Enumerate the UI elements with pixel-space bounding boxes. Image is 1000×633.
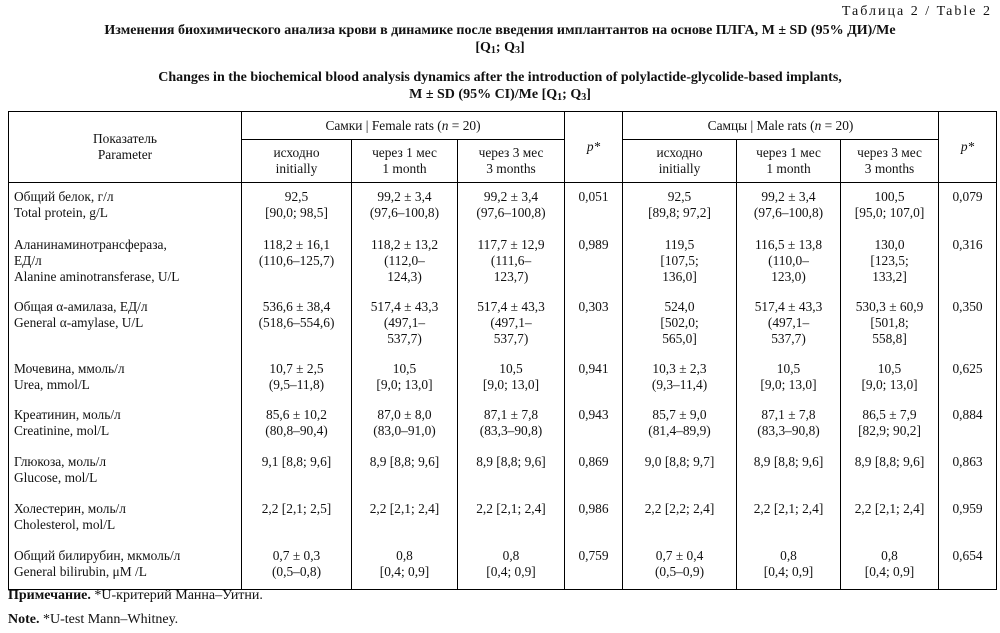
title-russian-line1: Изменения биохимического анализа крови в динамике после введения имплантантов на основе ПЛГА, M ± SD (95% ДИ)/Me [104, 23, 896, 38]
parameter-cell: Общий белок, г/л Total protein, g/L [9, 183, 242, 236]
female-p-value: 0,989 [565, 235, 623, 297]
female-value-cell: 8,9 [8,8; 9,6] [458, 452, 565, 499]
male-value-cell: 116,5 ± 13,8 (110,0– 123,0) [737, 235, 841, 297]
female-p-value: 0,759 [565, 546, 623, 590]
female-value-cell: 85,6 ± 10,2 (80,8–90,4) [242, 405, 352, 452]
male-value-cell: 92,5 [89,8; 97,2] [623, 183, 737, 236]
female-value-cell: 536,6 ± 38,4 (518,6–554,6) [242, 297, 352, 359]
female-value-cell: 87,0 ± 8,0 (83,0–91,0) [352, 405, 458, 452]
female-value-cell: 99,2 ± 3,4 (97,6–100,8) [458, 183, 565, 236]
male-value-cell: 8,9 [8,8; 9,6] [841, 452, 939, 499]
parameter-cell: Аланинаминотрансфераза, ЕД/л Alanine aminotransferase, U/L [9, 235, 242, 297]
female-value-cell: 99,2 ± 3,4 (97,6–100,8) [352, 183, 458, 236]
note-russian: Примечание. *U-критерий Манна–Уитни. [8, 588, 263, 603]
male-value-cell: 0,8 [0,4; 0,9] [841, 546, 939, 590]
male-value-cell: 8,9 [8,8; 9,6] [737, 452, 841, 499]
female-value-cell: 8,9 [8,8; 9,6] [352, 452, 458, 499]
male-p-value: 0,625 [939, 359, 997, 405]
female-value-cell: 0,8 [0,4; 0,9] [352, 546, 458, 590]
male-value-cell: 10,3 ± 2,3 (9,3–11,4) [623, 359, 737, 405]
title-english-line2: M ± SD (95% CI)/Me [$Q_1$; $Q_3$] [409, 87, 591, 103]
header-female-p: p* [565, 112, 623, 183]
male-value-cell: 85,7 ± 9,0 (81,4–89,9) [623, 405, 737, 452]
header-female-1month: через 1 мес 1 month [352, 140, 458, 183]
header-male-1month: через 1 мес 1 month [737, 140, 841, 183]
male-p-value: 0,316 [939, 235, 997, 297]
female-value-cell: 118,2 ± 13,2 (112,0– 124,3) [352, 235, 458, 297]
female-value-cell: 10,5 [9,0; 13,0] [458, 359, 565, 405]
male-p-value: 0,884 [939, 405, 997, 452]
female-value-cell: 2,2 [2,1; 2,5] [242, 499, 352, 546]
male-p-value: 0,959 [939, 499, 997, 546]
male-p-value: 0,863 [939, 452, 997, 499]
female-p-value: 0,986 [565, 499, 623, 546]
header-female-3months: через 3 мес 3 months [458, 140, 565, 183]
female-value-cell: 517,4 ± 43,3 (497,1– 537,7) [352, 297, 458, 359]
male-value-cell: 2,2 [2,1; 2,4] [841, 499, 939, 546]
header-male-3months: через 3 мес 3 months [841, 140, 939, 183]
male-p-value: 0,654 [939, 546, 997, 590]
male-value-cell: 0,8 [0,4; 0,9] [737, 546, 841, 590]
table-row [9, 499, 997, 546]
male-p-value: 0,079 [939, 183, 997, 236]
female-value-cell: 87,1 ± 7,8 (83,3–90,8) [458, 405, 565, 452]
table-row [9, 546, 997, 590]
parameter-cell: Общая α-амилаза, ЕД/л General α-amylase, U/L [9, 297, 242, 359]
table-row [9, 452, 997, 499]
table-label: Таблица 2 / Table 2 [841, 4, 992, 19]
male-value-cell: 86,5 ± 7,9 [82,9; 90,2] [841, 405, 939, 452]
header-female-initial: исходно initially [242, 140, 352, 183]
note-english: Note. *U-test Mann–Whitney. [8, 612, 179, 627]
female-p-value: 0,943 [565, 405, 623, 452]
female-value-cell: 117,7 ± 12,9 (111,6– 123,7) [458, 235, 565, 297]
male-value-cell: 99,2 ± 3,4 (97,6–100,8) [737, 183, 841, 236]
male-value-cell: 9,0 [8,8; 9,7] [623, 452, 737, 499]
female-value-cell: 0,8 [0,4; 0,9] [458, 546, 565, 590]
female-value-cell: 0,7 ± 0,3 (0,5–0,8) [242, 546, 352, 590]
female-value-cell: 2,2 [2,1; 2,4] [352, 499, 458, 546]
male-value-cell: 10,5 [9,0; 13,0] [841, 359, 939, 405]
female-value-cell: 10,7 ± 2,5 (9,5–11,8) [242, 359, 352, 405]
female-p-value: 0,941 [565, 359, 623, 405]
header-female-group: Самки | Female rats (n = 20) [242, 112, 565, 140]
biochemistry-table [8, 111, 997, 590]
female-p-value: 0,869 [565, 452, 623, 499]
male-value-cell: 2,2 [2,2; 2,4] [623, 499, 737, 546]
male-p-value: 0,350 [939, 297, 997, 359]
parameter-cell: Креатинин, моль/л Creatinine, mol/L [9, 405, 242, 452]
female-value-cell: 118,2 ± 16,1 (110,6–125,7) [242, 235, 352, 297]
table-row [9, 235, 997, 297]
table-row [9, 297, 997, 359]
table-row [9, 359, 997, 405]
male-value-cell: 10,5 [9,0; 13,0] [737, 359, 841, 405]
male-value-cell: 2,2 [2,1; 2,4] [737, 499, 841, 546]
title-english-line1: Changes in the biochemical blood analysis dynamics after the introduction of polylactide-glycolide-based implants, [158, 70, 842, 85]
female-value-cell: 517,4 ± 43,3 (497,1– 537,7) [458, 297, 565, 359]
parameter-cell: Мочевина, ммоль/л Urea, mmol/L [9, 359, 242, 405]
header-male-group: Самцы | Male rats (n = 20) [623, 112, 939, 140]
title-russian-line2: [$Q_1$; $Q_3$] [475, 40, 525, 56]
female-value-cell: 92,5 [90,0; 98,5] [242, 183, 352, 236]
title-russian [0, 22, 1000, 56]
male-value-cell: 130,0 [123,5; 133,2] [841, 235, 939, 297]
male-value-cell: 524,0 [502,0; 565,0] [623, 297, 737, 359]
female-value-cell: 9,1 [8,8; 9,6] [242, 452, 352, 499]
male-value-cell: 530,3 ± 60,9 [501,8; 558,8] [841, 297, 939, 359]
male-value-cell: 119,5 [107,5; 136,0] [623, 235, 737, 297]
female-value-cell: 10,5 [9,0; 13,0] [352, 359, 458, 405]
header-male-initial: исходно initially [623, 140, 737, 183]
male-value-cell: 0,7 ± 0,4 (0,5–0,9) [623, 546, 737, 590]
table-row [9, 183, 997, 236]
title-english [0, 69, 1000, 103]
header-male-p: p* [939, 112, 997, 183]
male-value-cell: 87,1 ± 7,8 (83,3–90,8) [737, 405, 841, 452]
male-value-cell: 100,5 [95,0; 107,0] [841, 183, 939, 236]
female-p-value: 0,303 [565, 297, 623, 359]
parameter-cell: Холестерин, моль/л Cholesterol, mol/L [9, 499, 242, 546]
table-body [9, 183, 997, 590]
parameter-cell: Глюкоза, моль/л Glucose, mol/L [9, 452, 242, 499]
header-parameter: Показатель Parameter [9, 112, 242, 183]
parameter-cell: Общий билирубин, мкмоль/л General bilirubin, μM /L [9, 546, 242, 590]
male-value-cell: 517,4 ± 43,3 (497,1– 537,7) [737, 297, 841, 359]
female-p-value: 0,051 [565, 183, 623, 236]
table-row [9, 405, 997, 452]
female-value-cell: 2,2 [2,1; 2,4] [458, 499, 565, 546]
